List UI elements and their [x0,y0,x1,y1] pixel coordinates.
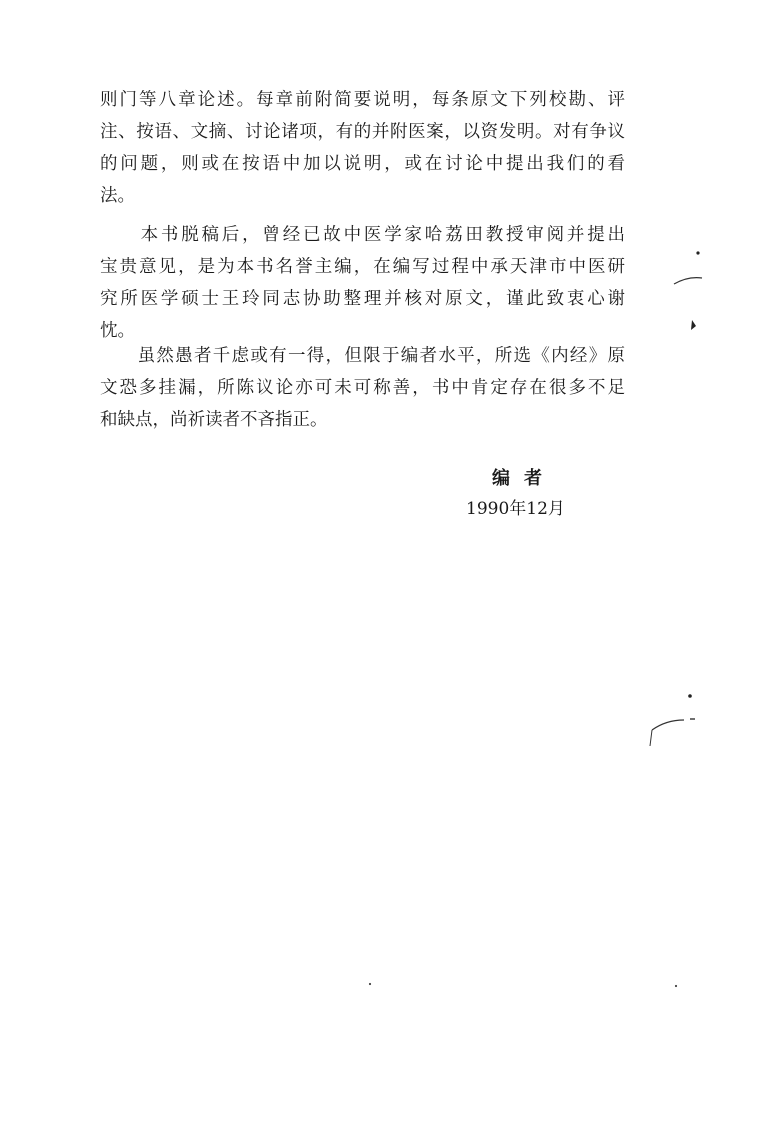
scan-speck-mark [640,690,700,760]
text-line: 注、按语、文摘、讨论诸项，有的并附医案，以资发明。对有争议 [100,122,625,142]
text-line: 的问题，则或在按语中加以说明，或在讨论中提出我们的看 [100,154,625,174]
scan-speck-mark [366,980,376,990]
text-line: 法。 [100,186,135,206]
text-line: 则门等八章论述。每章前附简要说明，每条原文下列校勘、评 [100,90,625,110]
text-line: 文恐多挂漏，所陈议论亦可未可称善，书中肯定存在很多不足 [100,378,625,398]
text-line: 虽然愚者千虑或有一得，但限于编者水平，所选《内经》原 [100,346,625,366]
editor-signature: 编者 [492,468,556,489]
text-line: 究所医学硕士王玲同志协助整理并核对原文，谨此致衷心谢 [100,289,625,309]
text-line: 忱。 [100,321,135,341]
text-line: 和缺点，尚祈读者不吝指正。 [100,410,328,430]
text-line: 本书脱稿后，曾经已故中医学家哈荔田教授审阅并提出 [100,225,625,245]
scan-speck-mark [668,240,708,340]
scan-speck-mark [672,982,682,992]
signoff-date: 1990年12月 [466,499,565,519]
text-line: 宝贵意见，是为本书名誉主编，在编写过程中承天津市中医研 [100,257,625,277]
